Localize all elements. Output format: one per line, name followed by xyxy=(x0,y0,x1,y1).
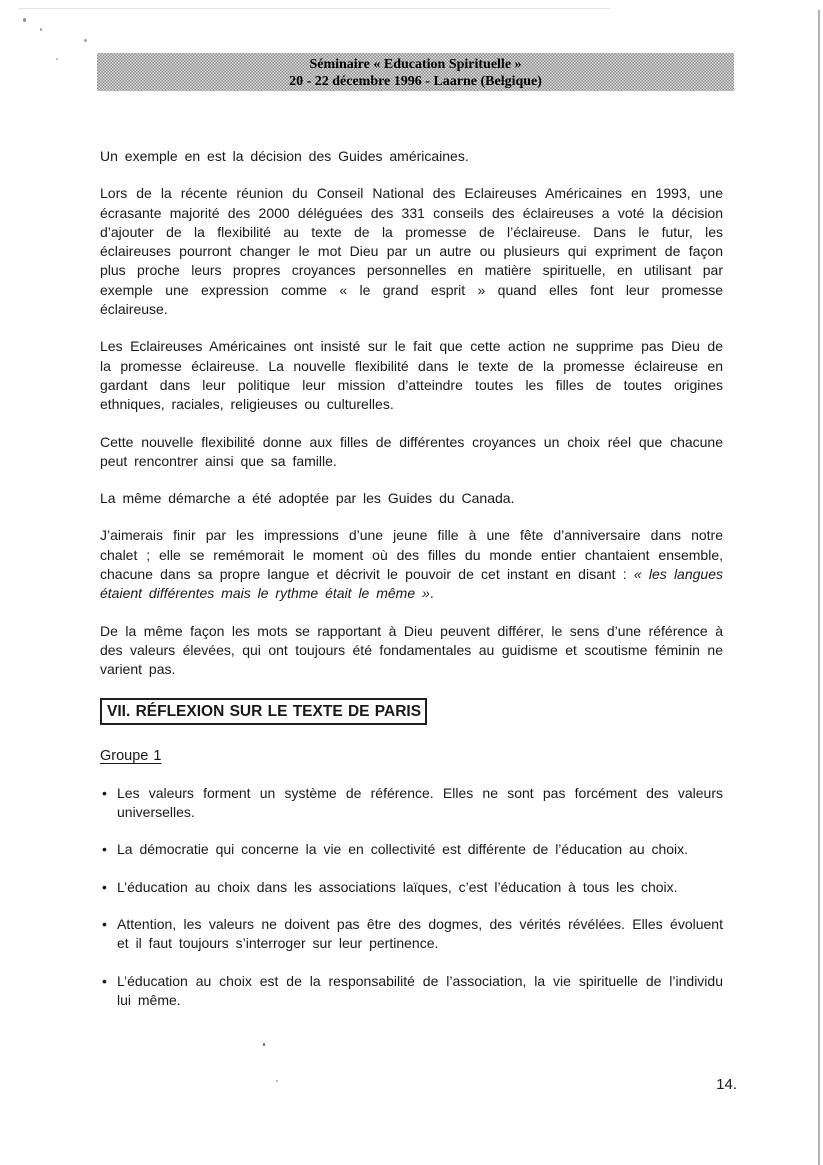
paragraph: De la même façon les mots se rapportant à Dieu peuvent différer, le sens d’une référence à des valeurs élevées, qui ont toujours été fondamentales au guidisme et scoutisme féminin ne varient pas. xyxy=(100,622,723,678)
bullet-icon: • xyxy=(102,784,107,801)
list-item-text: L’éducation au choix est de la responsabilité de l’association, la vie spirituelle de l’individu lui même. xyxy=(117,972,723,1008)
bullet-icon: • xyxy=(102,972,107,989)
paragraph: La même démarche a été adoptée par les Guides du Canada. xyxy=(100,490,515,507)
paragraph: Un exemple en est la décision des Guides américaines. xyxy=(100,148,469,164)
list-item xyxy=(100,840,723,859)
list-item-text: La démocratie qui concerne la vie en collectivité est différente de l’éducation au choix. xyxy=(117,841,689,858)
scan-artifact xyxy=(23,18,26,22)
banner-title-line2: 20 - 22 décembre 1996 - Laarne (Belgique) xyxy=(289,74,542,89)
paragraph-lead: J’aimerais finir par les impressions d’une jeune fille à une fête d’anniversaire dans notre chalet ; elle se remémorait le moment où des filles du monde entier chantaient ensemble, chacune dans sa propre langue et décrivit le pouvoir de cet instant en disant : xyxy=(100,527,723,583)
paragraph: Cette nouvelle flexibilité donne aux filles de différentes croyances un choix réel que chacune peut rencontrer ainsi que sa famille. xyxy=(100,433,723,469)
scan-artifact xyxy=(818,10,820,1165)
list-item xyxy=(100,878,723,897)
scan-artifact xyxy=(40,28,42,31)
scan-artifact xyxy=(84,39,87,42)
paragraph: Les Eclaireuses Américaines ont insisté sur le fait que cette action ne supprime pas Dieu de la promesse éclaireuse. La nouvelle flexibilité dans le texte de la promesse éclaireuse en gardant dans leur politique leur mission d’atteindre toutes les filles de toutes origines ethniques, raciales, religieuses ou culturelles. xyxy=(100,338,723,413)
list-item-text: L’éducation au choix dans les associations laïques, c’est l’éducation à tous les choix. xyxy=(117,878,678,895)
list-item-text: Les valeurs forment un système de référence. Elles ne sont pas forcément des valeurs universelles. xyxy=(117,784,723,821)
scan-artifact xyxy=(56,58,58,60)
list-item xyxy=(100,972,723,1011)
paragraph-end: . xyxy=(429,585,434,602)
seminar-header-banner xyxy=(97,53,734,91)
paragraph-with-quote xyxy=(100,526,723,603)
list-item xyxy=(100,915,723,954)
scan-artifact xyxy=(263,1043,265,1046)
page-number: 14. xyxy=(716,1076,737,1093)
scan-artifact xyxy=(18,8,610,9)
section-heading: VII. RÉFLEXION SUR LE TEXTE DE PARIS xyxy=(107,702,422,720)
group-subheading: Groupe 1 xyxy=(100,747,162,764)
scan-artifact xyxy=(276,1080,278,1082)
inline-quote: « les langues étaient différentes mais le rythme était le même » xyxy=(100,566,723,602)
document-body xyxy=(100,147,723,1028)
bullet-icon: • xyxy=(102,916,107,933)
list-item xyxy=(100,784,723,823)
list-item-text: Attention, les valeurs ne doivent pas être des dogmes, des vérités révélées. Elles évoluent et il faut toujours s’interroger sur leur pertinence. xyxy=(117,916,723,952)
section-heading-box xyxy=(100,698,427,725)
bullet-icon: • xyxy=(102,878,107,895)
banner-title-line1: Séminaire « Education Spirituelle » xyxy=(309,57,522,72)
bullet-icon: • xyxy=(102,841,107,858)
paragraph: Lors de la récente réunion du Conseil National des Eclaireuses Américaines en 1993, une écrasante majorité des 2000 déléguées des 331 conseils des éclaireuses a voté la décision d’ajouter de la flexibilité au texte de la promesse de l’éclaireuse. Dans le futur, les éclaireuses pourront changer le mot Dieu par un autre ou plusieurs qui expriment de façon plus proche leurs propres croyances personnelles en matière spirituelle, en utilisant par exemple une expression comme « le grand esprit » quand elles font leur promesse éclaireuse. xyxy=(100,185,723,318)
